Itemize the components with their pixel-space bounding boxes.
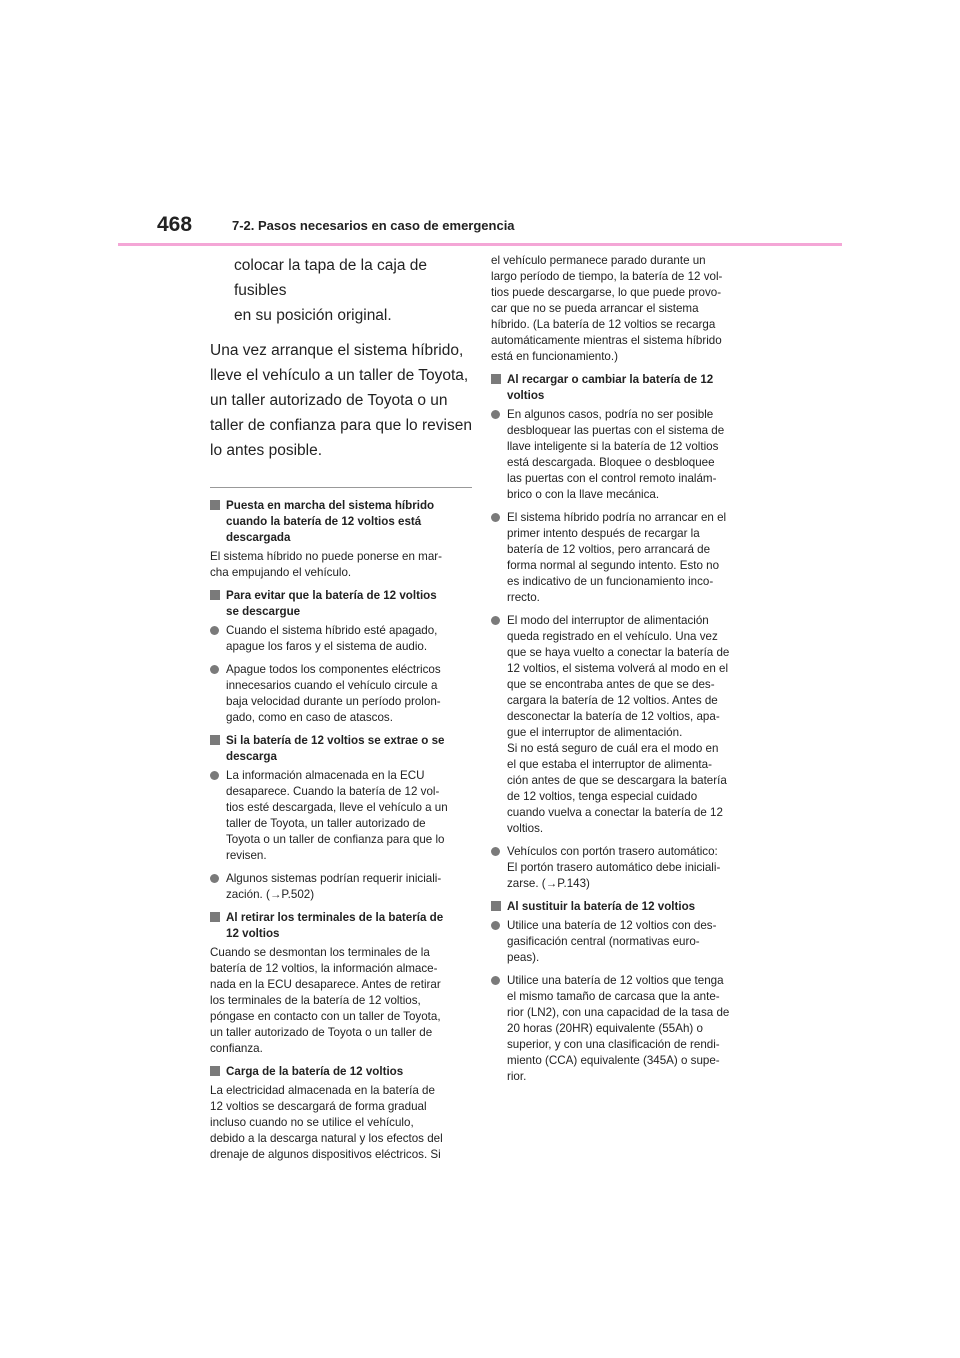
bullet-dot-icon <box>491 976 500 985</box>
section-title: 7-2. Pasos necesarios en caso de emergencia <box>232 218 515 233</box>
bullet-dot-icon <box>491 616 500 625</box>
paragraph-remove-terminals: Cuando se desmontan los terminales de la batería de 12 voltios, la información almace- nada en la ECU desaparece. Antes de retirar los terminales de la batería de 12 voltios, póngase en contacto con un taller de Toyota, un taller autorizado de Toyota o un taller de confianza. <box>210 946 441 1055</box>
header-rule <box>118 243 842 246</box>
bullet-item: Algunos sistemas podrían requerir iniciali- zación. (→P.502) <box>210 871 472 903</box>
intro-continuation: colocar la tapa de la caja de fusibles en su posición original. <box>234 257 428 324</box>
heading-recharge-replace: Al recargar o cambiar la batería de 12 voltios <box>491 372 753 404</box>
square-marker-icon <box>210 590 220 600</box>
bullet-dot-icon <box>491 921 500 930</box>
bullet-dot-icon <box>210 771 219 780</box>
square-marker-icon <box>210 735 220 745</box>
heading-battery-charge: Carga de la batería de 12 voltios <box>210 1064 472 1080</box>
right-column <box>491 253 753 1092</box>
bullet-item: Vehículos con portón trasero automático: El portón trasero automático debe iniciali- zarse. (→P.143) <box>491 844 753 892</box>
left-column <box>210 253 472 1170</box>
paragraph-jump-start: El sistema híbrido no puede ponerse en mar- cha empujando el vehículo. <box>210 550 443 579</box>
bullet-item: Apague todos los componentes eléctricos innecesarios cuando el vehículo circule a baja velocidad durante un período prolon- gado, como en caso de atascos. <box>210 662 472 726</box>
bullet-item: Utilice una batería de 12 voltios con des- gasificación central (normativas euro- peas). <box>491 918 753 966</box>
paragraph-battery-charge: La electricidad almacenada en la batería de 12 voltios se descargará de forma gradual incluso cuando no se utilice el vehículo, debido a la descarga natural y los efectos del drenaje de algunos dispositivos eléctricos. Si <box>210 1084 443 1161</box>
bullet-dot-icon <box>210 874 219 883</box>
heading-prevent-discharge: Para evitar que la batería de 12 voltios se descargue <box>210 588 472 620</box>
bullet-dot-icon <box>491 410 500 419</box>
square-marker-icon <box>491 374 501 384</box>
bullet-item: Cuando el sistema híbrido esté apagado, apague los faros y el sistema de audio. <box>210 623 472 655</box>
page-number: 468 <box>157 213 193 236</box>
bullet-item: El modo del interruptor de alimentación queda registrado en el vehículo. Una vez que se haya vuelto a conectar la batería de 12 voltios, el sistema volverá al modo en el que se encontraba antes de que se des- cargara la batería de 12 voltios. Antes de desconectar la batería de 12 voltios, apa- gue el interruptor de alimentación. Si no está seguro de cuál era el modo en el que estaba el interruptor de alimenta- ción antes de que se descargara la batería de 12 voltios, tenga especial cuidado cuando vuelva a conectar la batería de 12 voltios. <box>491 613 753 837</box>
page-header <box>0 0 960 250</box>
square-marker-icon <box>210 912 220 922</box>
bullet-dot-icon <box>210 665 219 674</box>
section-divider <box>210 487 472 488</box>
square-marker-icon <box>210 500 220 510</box>
heading-replace-battery: Al sustituir la batería de 12 voltios <box>491 899 753 915</box>
bullet-item: En algunos casos, podría no ser posible desbloquear las puertas con el sistema de llave inteligente si la batería de 12 voltios está descargada. Bloquee o desbloquee las puertas con el control remoto inalám- brico o con la llave mecánica. <box>491 407 753 503</box>
paragraph-battery-charge-continued: el vehículo permanece parado durante un largo período de tiempo, la batería de 12 vol- tios puede descargarse, lo que puede provo- car que no se pueda arrancar el sistema híbrido. (La batería de 12 voltios se recarga automáticamente mientras el sistema híbrido está en funcionamiento.) <box>491 254 723 363</box>
intro-paragraph: Una vez arranque el sistema híbrido, lleve el vehículo a un taller de Toyota, un taller autorizado de Toyota o un taller de confianza para que lo revisen lo antes posible. <box>210 342 472 459</box>
bullet-item: El sistema híbrido podría no arrancar en el primer intento después de recargar la batería de 12 voltios, pero arrancará de forma normal al segundo intento. Esto no es indicativo de un funcionamiento inco- rrecto. <box>491 510 753 606</box>
bullet-item: Utilice una batería de 12 voltios que tenga el mismo tamaño de carcasa que la ante- rior (LN2), con una capacidad de la tasa de 20 horas (20HR) equivalente (55Ah) o superior, y con una clasificación de rendi- miento (CCA) equivalente (345A) o supe- rior. <box>491 973 753 1085</box>
square-marker-icon <box>210 1066 220 1076</box>
heading-remove-terminals: Al retirar los terminales de la batería de 12 voltios <box>210 910 472 942</box>
bullet-item: La información almacenada en la ECU desaparece. Cuando la batería de 12 vol- tios esté descargada, lleve el vehículo a un taller de Toyota, un taller autorizado de Toyota o un taller de confianza para que lo revisen. <box>210 768 472 864</box>
bullet-dot-icon <box>210 626 219 635</box>
square-marker-icon <box>491 901 501 911</box>
heading-battery-removed: Si la batería de 12 voltios se extrae o se descarga <box>210 733 472 765</box>
bullet-dot-icon <box>491 513 500 522</box>
bullet-dot-icon <box>491 847 500 856</box>
heading-jump-start: Puesta en marcha del sistema híbrido cuando la batería de 12 voltios está descargada <box>210 498 472 546</box>
